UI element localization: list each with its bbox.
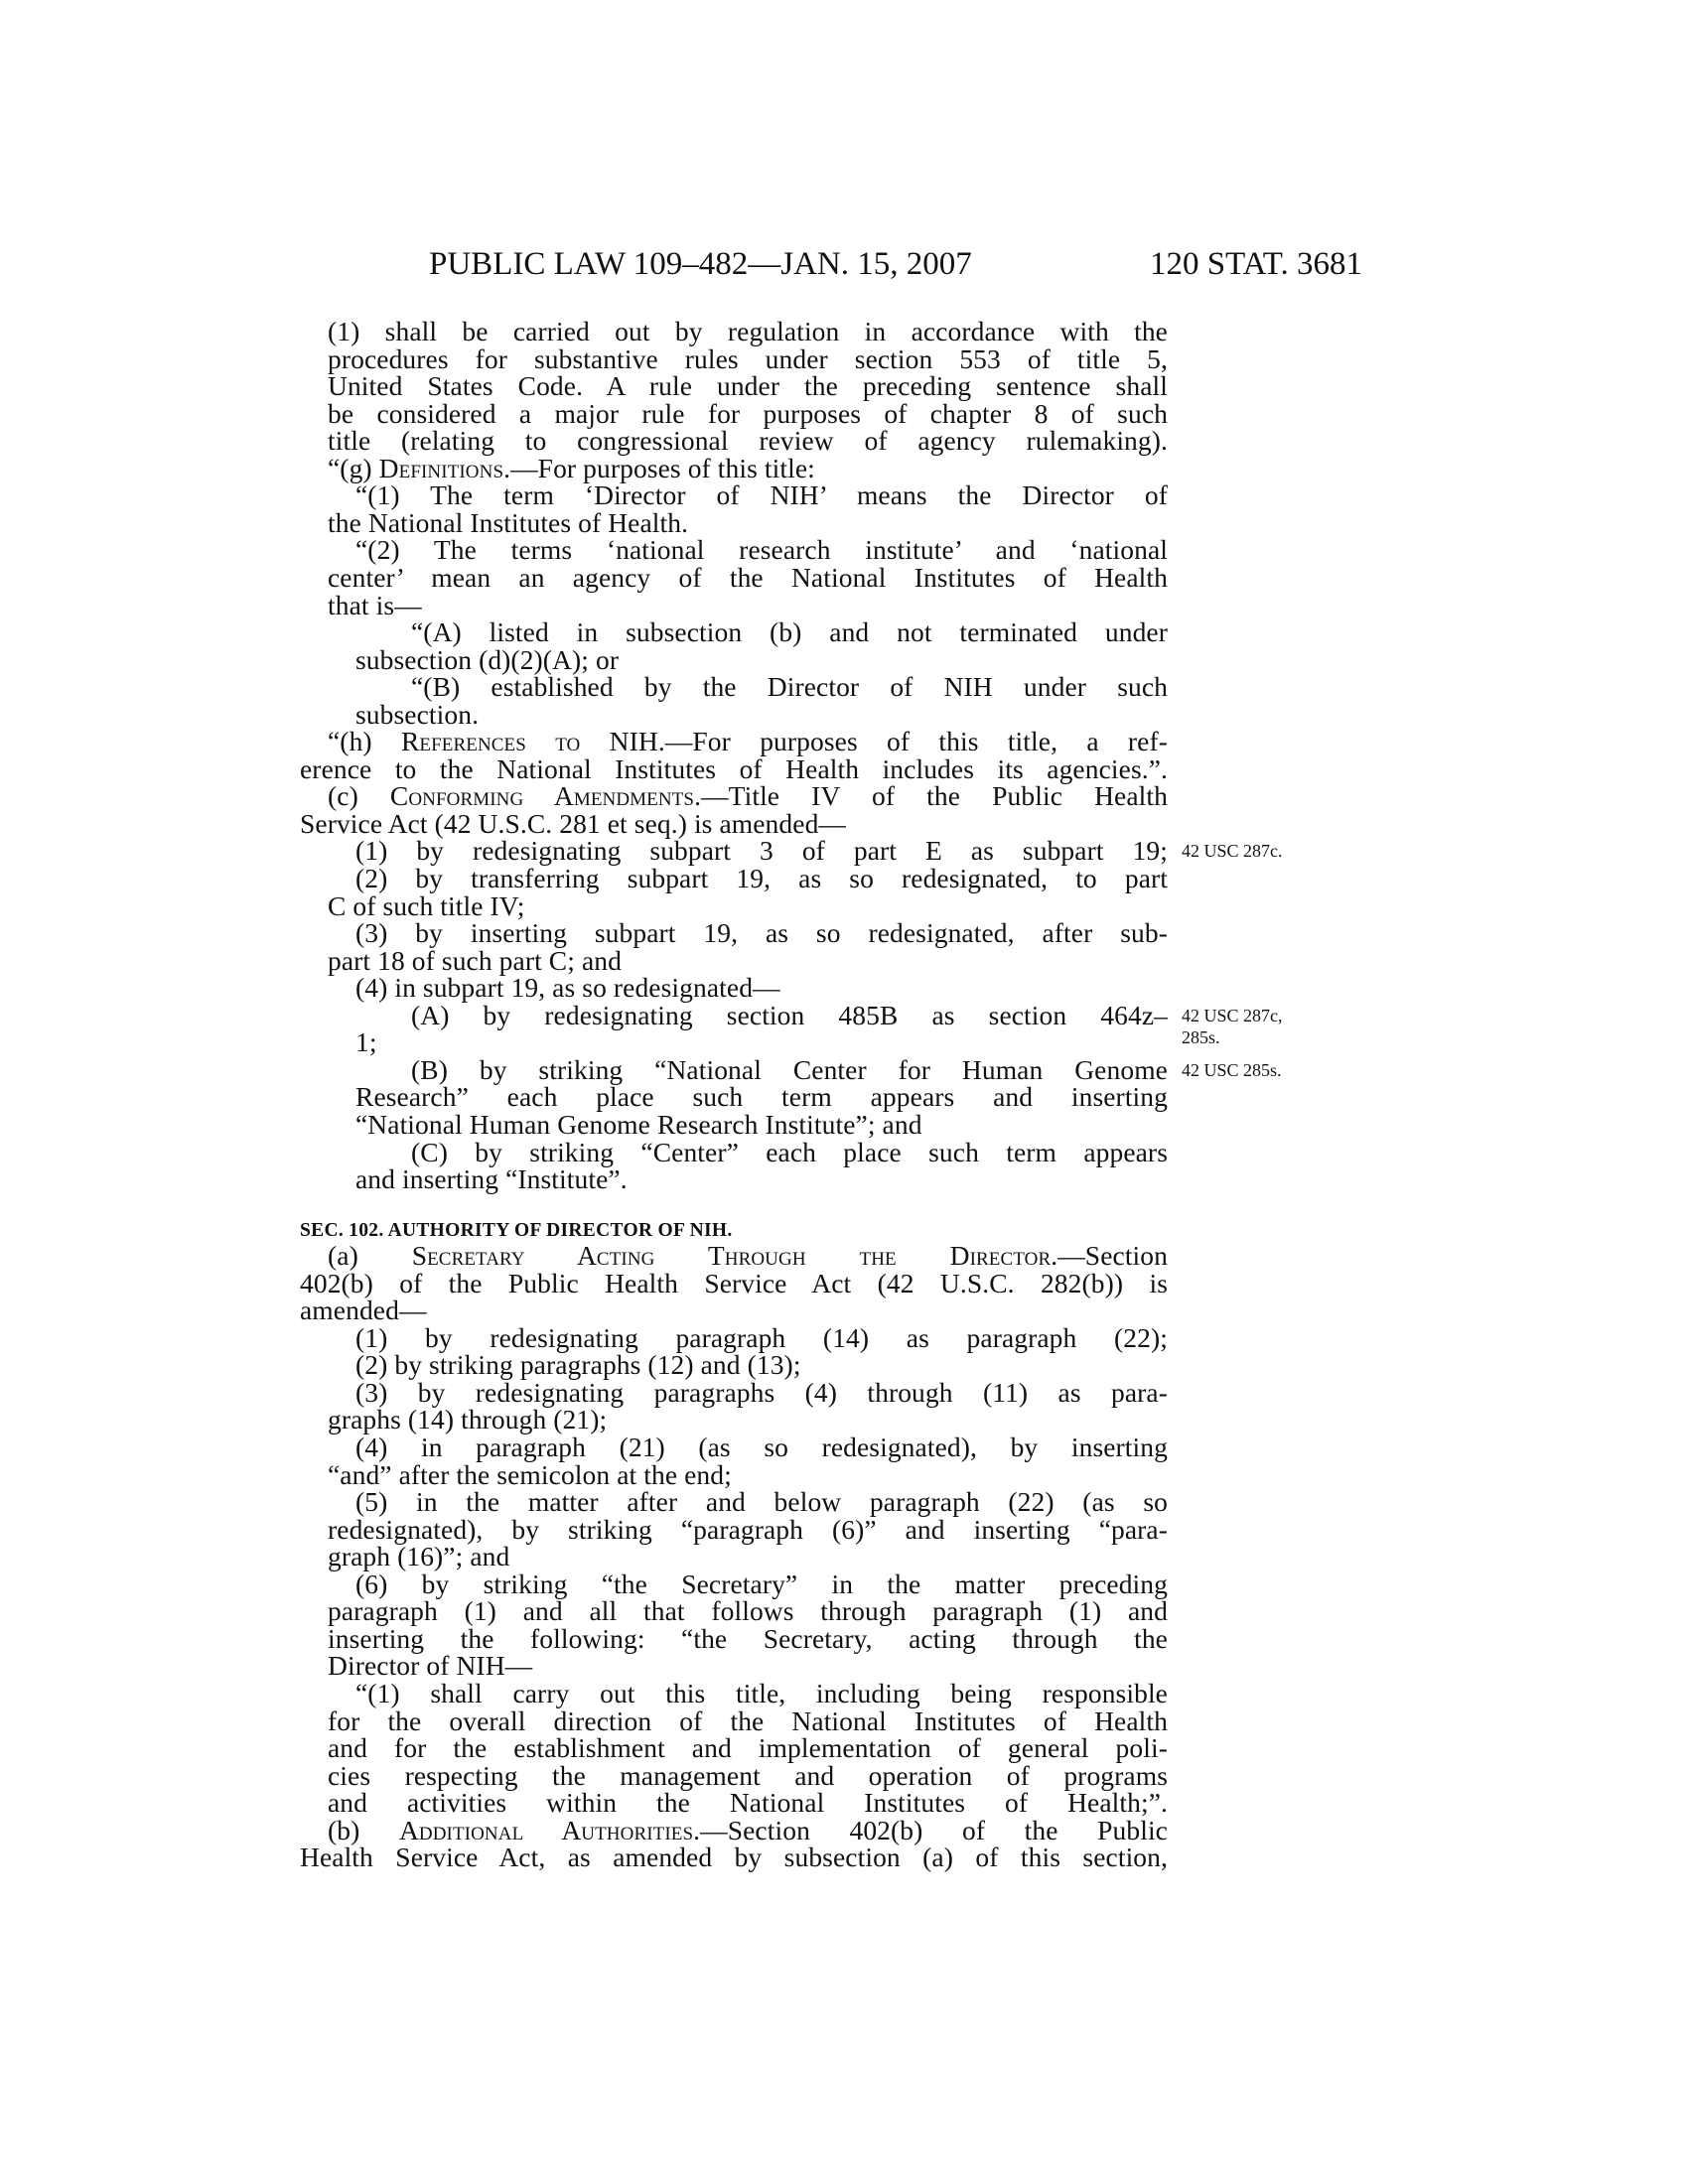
- text-line: be considered a major rule for purposes of chapter 8 of such: [328, 397, 1168, 429]
- text-line: Health Service Act, as amended by subsection (a) of this section,: [300, 1842, 1168, 1873]
- line-prefix: “(h): [328, 726, 401, 757]
- text-line: C of such title IV;: [328, 889, 525, 921]
- text-line: “National Human Genome Research Institute”; and: [355, 1108, 922, 1140]
- text-line: 1;: [355, 1026, 377, 1058]
- margin-citation: 42 USC 287c.: [1182, 841, 1283, 862]
- text-line: (5) in the matter after and below paragraph (22) (as so: [355, 1486, 1168, 1518]
- text-line: graphs (14) through (21);: [328, 1404, 608, 1435]
- text-line: paragraph (1) and all that follows through paragraph (1) and: [328, 1595, 1168, 1627]
- text-line: (4) in paragraph (21) (as so redesignated), by inserting: [355, 1432, 1168, 1462]
- text-line: part 18 of such part C; and: [328, 944, 622, 976]
- text-line: (B) by striking “National Center for Human Genome: [411, 1053, 1168, 1085]
- page-number: 120 STAT. 3681: [1150, 246, 1363, 282]
- running-header-title: PUBLIC LAW 109–482—JAN. 15, 2007: [429, 246, 972, 282]
- text-line: and inserting “Institute”.: [355, 1163, 628, 1195]
- text-line: title (relating to congressional review of agency rulemaking).: [328, 425, 1168, 457]
- text-line: (1) by redesignating paragraph (14) as paragraph (22);: [355, 1321, 1168, 1353]
- text-line: and activities within the National Institutes of Health;”.: [328, 1787, 1168, 1819]
- text-line: (3) by inserting subpart 19, as so redesignated, after sub-: [355, 917, 1168, 949]
- line-suffix: NIH.—For purposes of this title, a ref-: [580, 726, 1168, 757]
- text-line: that is—: [328, 589, 422, 620]
- text-line: “(B) established by the Director of NIH under such: [411, 671, 1168, 703]
- text-line: “(A) listed in subsection (b) and not terminated under: [411, 616, 1168, 648]
- text-line: subsection.: [355, 698, 480, 730]
- text-line: “and” after the semicolon at the end;: [328, 1458, 732, 1490]
- text-line: (A) by redesignating section 485B as section 464z–: [411, 999, 1168, 1030]
- text-line: [328, 782, 1168, 810]
- text-line: (2) by transferring subpart 19, as so redesignated, to part: [355, 863, 1168, 893]
- margin-citation: 42 USC 285s.: [1182, 1059, 1282, 1080]
- text-line: (1) by redesignating subpart 3 of part E as subpart 19;: [355, 835, 1168, 867]
- text-line: “(1) shall carry out this title, including being responsible: [355, 1677, 1168, 1708]
- text-line: “(2) The terms ‘national research institute’ and ‘national: [355, 534, 1168, 566]
- line-prefix: “(g): [328, 452, 379, 483]
- margin-citation: 285s.: [1182, 1026, 1220, 1047]
- text-line: Research” each place such term appears and inserting: [355, 1081, 1168, 1113]
- text-line: redesignated), by striking “paragraph (6)” and inserting “para-: [328, 1513, 1168, 1545]
- line-prefix: (a): [328, 1240, 412, 1272]
- text-line: (3) by redesignating paragraphs (4) through (11) as para-: [355, 1376, 1168, 1408]
- text-line: [328, 452, 1168, 483]
- subsection-heading: Definitions: [378, 452, 504, 483]
- text-line: Director of NIH—: [328, 1650, 533, 1682]
- text-line: cies respecting the management and operation of programs: [328, 1759, 1168, 1791]
- text-line: [328, 728, 1168, 755]
- text-line: erence to the National Institutes of Health includes its agencies.”.: [300, 752, 1168, 784]
- line-prefix: (c): [328, 780, 390, 812]
- text-line: United States Code. A rule under the preceding sentence shall: [328, 370, 1168, 402]
- text-line: (C) by striking “Center” each place such term appears: [411, 1136, 1168, 1167]
- section-heading: SEC. 102. AUTHORITY OF DIRECTOR OF NIH.: [300, 1219, 733, 1241]
- text-line: inserting the following: “the Secretary, acting through the: [328, 1622, 1168, 1654]
- text-line: “(1) The term ‘Director of NIH’ means the Director of: [355, 479, 1168, 511]
- text-line: (2) by striking paragraphs (12) and (13);: [355, 1349, 801, 1381]
- text-line: the National Institutes of Health.: [328, 506, 689, 538]
- subsection-heading: Additional Authorities: [398, 1814, 694, 1845]
- text-line: 402(b) of the Public Health Service Act (42 U.S.C. 282(b)) is: [300, 1267, 1168, 1298]
- text-line: center’ mean an agency of the National Institutes of Health: [328, 561, 1168, 593]
- line-suffix: .—For purposes of this title:: [503, 452, 815, 483]
- text-line: [328, 1814, 1168, 1845]
- line-suffix: .—Section 402(b) of the Public: [693, 1814, 1168, 1845]
- line-prefix: (b): [328, 1814, 399, 1845]
- margin-citation: 42 USC 287c,: [1182, 1005, 1283, 1025]
- text-line: (4) in subpart 19, as so redesignated—: [355, 972, 780, 1004]
- subsection-heading: Conforming Amendments: [389, 780, 695, 812]
- text-line: subsection (d)(2)(A); or: [355, 643, 620, 675]
- subsection-heading: References to: [400, 726, 581, 757]
- text-line: amended—: [300, 1295, 427, 1326]
- text-line: and for the establishment and implementation of general poli-: [328, 1732, 1168, 1764]
- text-line: graph (16)”; and: [328, 1541, 510, 1572]
- text-line: Service Act (42 U.S.C. 281 et seq.) is amended—: [300, 807, 847, 839]
- text-line: [328, 1242, 1168, 1270]
- text-line: for the overall direction of the National Institutes of Health: [328, 1705, 1168, 1736]
- line-suffix: .—Title IV of the Public Health: [694, 780, 1168, 812]
- line-suffix: .—Section: [1051, 1240, 1168, 1272]
- subsection-heading: Secretary Acting Through the Director: [411, 1240, 1052, 1272]
- text-line: (6) by striking “the Secretary” in the matter preceding: [355, 1568, 1168, 1599]
- text-line: (1) shall be carried out by regulation in accordance with the: [328, 316, 1168, 346]
- text-line: procedures for substantive rules under section 553 of title 5,: [328, 342, 1168, 374]
